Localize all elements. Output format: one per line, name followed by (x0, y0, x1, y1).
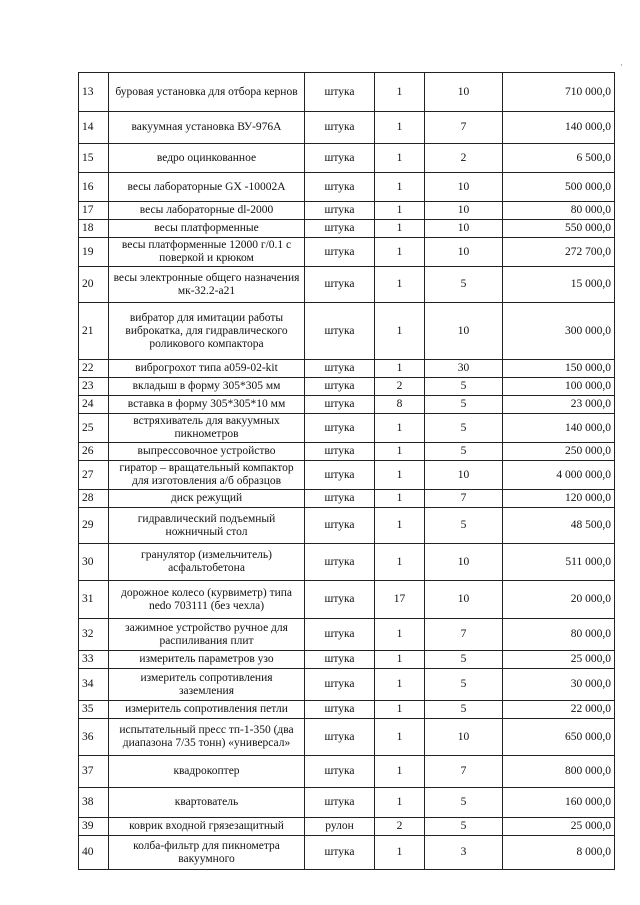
page-mark: · (620, 60, 623, 70)
table-row (79, 701, 615, 719)
item-quantity: 1 (375, 414, 425, 443)
item-price: 20 000,0 (503, 581, 615, 619)
item-name: коврик входной грязезащитный (109, 818, 305, 836)
table-row (79, 756, 615, 788)
item-unit: штука (305, 360, 375, 378)
item-quantity: 2 (375, 378, 425, 396)
item-service-years: 10 (425, 173, 503, 202)
item-service-years: 7 (425, 112, 503, 144)
item-name: гидравлический подъемный ножничный стол (109, 508, 305, 544)
item-quantity: 1 (375, 73, 425, 112)
item-unit: штука (305, 443, 375, 461)
item-unit: штука (305, 267, 375, 303)
item-price: 511 000,0 (503, 544, 615, 581)
table-row (79, 73, 615, 112)
item-service-years: 5 (425, 443, 503, 461)
item-name: гранулятор (измельчитель) асфальтобетона (109, 544, 305, 581)
item-name: весы лабораторные dl-2000 (109, 202, 305, 220)
item-price: 30 000,0 (503, 669, 615, 701)
item-price: 6 500,0 (503, 144, 615, 173)
item-name: виброгрохот типа а059-02-kit (109, 360, 305, 378)
item-unit: штука (305, 73, 375, 112)
item-quantity: 1 (375, 360, 425, 378)
item-price: 80 000,0 (503, 619, 615, 651)
item-price: 15 000,0 (503, 267, 615, 303)
item-name: гиратор – вращательный компактор для изготовления а/б образцов (109, 461, 305, 490)
item-unit: штука (305, 461, 375, 490)
item-price: 300 000,0 (503, 303, 615, 360)
row-number: 14 (79, 112, 109, 144)
item-price: 272 700,0 (503, 238, 615, 267)
item-quantity: 1 (375, 238, 425, 267)
row-number: 32 (79, 619, 109, 651)
table-row (79, 112, 615, 144)
item-price: 800 000,0 (503, 756, 615, 788)
table-row (79, 669, 615, 701)
item-name: измеритель сопротивления заземления (109, 669, 305, 701)
item-unit: рулон (305, 818, 375, 836)
item-quantity: 1 (375, 490, 425, 508)
row-number: 38 (79, 788, 109, 818)
row-number: 36 (79, 719, 109, 756)
item-name: весы платформенные 12000 г/0.1 с поверкой и крюком (109, 238, 305, 267)
item-quantity: 1 (375, 303, 425, 360)
item-quantity: 1 (375, 619, 425, 651)
item-unit: штука (305, 669, 375, 701)
item-service-years: 7 (425, 756, 503, 788)
table-body (79, 73, 615, 870)
item-service-years: 10 (425, 220, 503, 238)
table-row (79, 360, 615, 378)
item-price: 160 000,0 (503, 788, 615, 818)
item-name: встряхиватель для вакуумных пикнометров (109, 414, 305, 443)
item-price: 25 000,0 (503, 651, 615, 669)
row-number: 19 (79, 238, 109, 267)
item-price: 100 000,0 (503, 378, 615, 396)
item-name: вставка в форму 305*305*10 мм (109, 396, 305, 414)
item-quantity: 8 (375, 396, 425, 414)
item-service-years: 5 (425, 701, 503, 719)
item-quantity: 1 (375, 669, 425, 701)
item-service-years: 5 (425, 651, 503, 669)
item-price: 500 000,0 (503, 173, 615, 202)
item-quantity: 1 (375, 112, 425, 144)
item-quantity: 1 (375, 144, 425, 173)
item-name: вакуумная установка ВУ-976А (109, 112, 305, 144)
item-price: 140 000,0 (503, 112, 615, 144)
item-price: 650 000,0 (503, 719, 615, 756)
item-name: диск режущий (109, 490, 305, 508)
item-price: 23 000,0 (503, 396, 615, 414)
item-quantity: 17 (375, 581, 425, 619)
item-quantity: 1 (375, 508, 425, 544)
table-row (79, 202, 615, 220)
table-row (79, 788, 615, 818)
item-name: измеритель сопротивления петли (109, 701, 305, 719)
item-price: 80 000,0 (503, 202, 615, 220)
item-name: зажимное устройство ручное для распиливания плит (109, 619, 305, 651)
item-price: 140 000,0 (503, 414, 615, 443)
item-service-years: 5 (425, 378, 503, 396)
item-name: квартователь (109, 788, 305, 818)
item-unit: штука (305, 508, 375, 544)
item-price: 22 000,0 (503, 701, 615, 719)
row-number: 23 (79, 378, 109, 396)
item-name: выпрессовочное устройство (109, 443, 305, 461)
table-row (79, 544, 615, 581)
row-number: 35 (79, 701, 109, 719)
row-number: 22 (79, 360, 109, 378)
item-name: испытательный пресс тп-1-350 (два диапазона 7/35 тонн) «универсал» (109, 719, 305, 756)
row-number: 16 (79, 173, 109, 202)
table-row (79, 396, 615, 414)
table-row (79, 414, 615, 443)
item-unit: штука (305, 202, 375, 220)
row-number: 18 (79, 220, 109, 238)
table-row (79, 378, 615, 396)
item-price: 250 000,0 (503, 443, 615, 461)
item-price: 710 000,0 (503, 73, 615, 112)
item-service-years: 5 (425, 267, 503, 303)
table-row (79, 836, 615, 870)
item-price: 150 000,0 (503, 360, 615, 378)
item-quantity: 1 (375, 788, 425, 818)
item-unit: штука (305, 619, 375, 651)
item-unit: штука (305, 378, 375, 396)
item-name: весы лабораторные GX -10002A (109, 173, 305, 202)
row-number: 24 (79, 396, 109, 414)
item-service-years: 5 (425, 396, 503, 414)
item-unit: штука (305, 220, 375, 238)
item-price: 8 000,0 (503, 836, 615, 870)
item-price: 48 500,0 (503, 508, 615, 544)
item-service-years: 7 (425, 619, 503, 651)
item-service-years: 10 (425, 719, 503, 756)
item-name: дорожное колесо (курвиметр) типа nedo 703111 (без чехла) (109, 581, 305, 619)
item-quantity: 1 (375, 267, 425, 303)
item-price: 4 000 000,0 (503, 461, 615, 490)
item-service-years: 5 (425, 669, 503, 701)
item-unit: штука (305, 788, 375, 818)
table-row (79, 461, 615, 490)
item-quantity: 1 (375, 443, 425, 461)
item-service-years: 5 (425, 788, 503, 818)
item-name: колба-фильтр для пикнометра вакуумного (109, 836, 305, 870)
item-unit: штука (305, 651, 375, 669)
item-quantity: 1 (375, 544, 425, 581)
item-quantity: 1 (375, 701, 425, 719)
item-quantity: 2 (375, 818, 425, 836)
item-name: буровая установка для отбора кернов (109, 73, 305, 112)
row-number: 39 (79, 818, 109, 836)
item-unit: штука (305, 238, 375, 267)
item-service-years: 3 (425, 836, 503, 870)
item-unit: штука (305, 544, 375, 581)
item-name: вибратор для имитации работы виброкатка, для гидравлического роликового компактора (109, 303, 305, 360)
item-quantity: 1 (375, 836, 425, 870)
item-unit: штука (305, 414, 375, 443)
item-quantity: 1 (375, 719, 425, 756)
row-number: 27 (79, 461, 109, 490)
item-unit: штука (305, 490, 375, 508)
item-service-years: 10 (425, 461, 503, 490)
row-number: 34 (79, 669, 109, 701)
row-number: 33 (79, 651, 109, 669)
item-service-years: 10 (425, 238, 503, 267)
table-row (79, 267, 615, 303)
table-row (79, 581, 615, 619)
item-service-years: 10 (425, 544, 503, 581)
item-service-years: 7 (425, 490, 503, 508)
table-row (79, 818, 615, 836)
item-service-years: 10 (425, 73, 503, 112)
table-row (79, 490, 615, 508)
item-service-years: 5 (425, 818, 503, 836)
item-name: весы электронные общего назначения мк-32.2-а21 (109, 267, 305, 303)
item-service-years: 10 (425, 202, 503, 220)
table-row (79, 619, 615, 651)
item-quantity: 1 (375, 202, 425, 220)
row-number: 13 (79, 73, 109, 112)
item-price: 25 000,0 (503, 818, 615, 836)
row-number: 17 (79, 202, 109, 220)
item-quantity: 1 (375, 220, 425, 238)
item-unit: штука (305, 112, 375, 144)
item-unit: штука (305, 701, 375, 719)
item-quantity: 1 (375, 173, 425, 202)
row-number: 21 (79, 303, 109, 360)
table-row (79, 651, 615, 669)
item-quantity: 1 (375, 651, 425, 669)
item-name: весы платформенные (109, 220, 305, 238)
item-service-years: 5 (425, 508, 503, 544)
item-quantity: 1 (375, 461, 425, 490)
item-unit: штука (305, 144, 375, 173)
item-service-years: 10 (425, 303, 503, 360)
row-number: 29 (79, 508, 109, 544)
table-row (79, 719, 615, 756)
item-name: ведро оцинкованное (109, 144, 305, 173)
item-name: квадрокоптер (109, 756, 305, 788)
row-number: 40 (79, 836, 109, 870)
item-unit: штука (305, 581, 375, 619)
table-row (79, 508, 615, 544)
item-unit: штука (305, 719, 375, 756)
item-service-years: 30 (425, 360, 503, 378)
row-number: 15 (79, 144, 109, 173)
row-number: 20 (79, 267, 109, 303)
item-unit: штука (305, 836, 375, 870)
table-row (79, 303, 615, 360)
row-number: 37 (79, 756, 109, 788)
item-service-years: 5 (425, 414, 503, 443)
table-row (79, 173, 615, 202)
item-unit: штука (305, 396, 375, 414)
row-number: 30 (79, 544, 109, 581)
item-quantity: 1 (375, 756, 425, 788)
item-unit: штука (305, 756, 375, 788)
item-name: вкладыш в форму 305*305 мм (109, 378, 305, 396)
table-row (79, 220, 615, 238)
item-service-years: 10 (425, 581, 503, 619)
item-price: 120 000,0 (503, 490, 615, 508)
item-unit: штука (305, 173, 375, 202)
table-row (79, 443, 615, 461)
row-number: 25 (79, 414, 109, 443)
row-number: 31 (79, 581, 109, 619)
item-name: измеритель параметров узо (109, 651, 305, 669)
row-number: 26 (79, 443, 109, 461)
item-service-years: 2 (425, 144, 503, 173)
equipment-table (78, 72, 615, 870)
table-row (79, 238, 615, 267)
item-price: 550 000,0 (503, 220, 615, 238)
item-unit: штука (305, 303, 375, 360)
table-row (79, 144, 615, 173)
row-number: 28 (79, 490, 109, 508)
